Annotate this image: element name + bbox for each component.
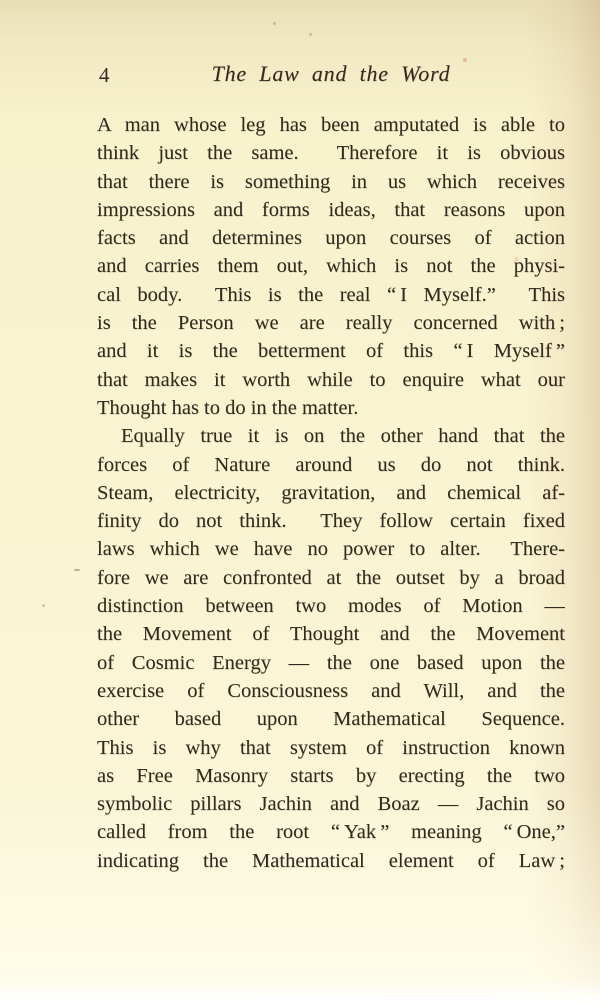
text-line: think just the same. Therefore it is obvious xyxy=(97,142,565,165)
text-line: facts and determines upon courses of action xyxy=(97,227,565,250)
text-line: forces of Nature around us do not think. xyxy=(97,453,565,476)
text-line: of Cosmic Energy — the one based upon the xyxy=(97,651,565,674)
paper-speck xyxy=(74,569,80,571)
paper-speck xyxy=(42,604,45,607)
paper-speck xyxy=(273,22,276,25)
paper-speck xyxy=(309,33,312,36)
text-line: that makes it worth while to enquire what our xyxy=(97,368,565,391)
text-line: This is why that system of instruction known xyxy=(97,736,565,759)
text-line: finity do not think. They follow certain fixed xyxy=(97,510,565,533)
text-line: cal body. This is the real “ I Myself.” This xyxy=(97,283,565,306)
page-number: 4 xyxy=(99,63,110,87)
running-title: The Law and the Word xyxy=(211,61,451,86)
text-line: symbolic pillars Jachin and Boaz — Jachin so xyxy=(97,793,565,816)
text-line: exercise of Consciousness and Will, and the xyxy=(97,679,565,702)
text-line: impressions and forms ideas, that reasons upon xyxy=(97,198,565,221)
body-text xyxy=(97,111,565,875)
text-line: and it is the betterment of this “ I Myself ” xyxy=(97,340,565,363)
text-line: Thought has to do in the matter. xyxy=(97,396,359,419)
text-line: laws which we have no power to alter. There- xyxy=(97,538,565,561)
text-line: fore we are confronted at the outset by a broad xyxy=(97,566,565,589)
text-line: distinction between two modes of Motion — xyxy=(97,595,565,618)
text-line: as Free Masonry starts by erecting the two xyxy=(97,764,565,787)
text-line: and carries them out, which is not the physi- xyxy=(97,255,565,278)
text-line: called from the root “ Yak ” meaning “ One,” xyxy=(97,821,565,844)
paragraph xyxy=(97,422,565,875)
text-line: Equally true it is on the other hand that the xyxy=(121,425,565,448)
paragraph xyxy=(97,111,565,422)
running-head xyxy=(97,61,565,91)
text-line: other based upon Mathematical Sequence. xyxy=(97,708,565,731)
text-line: Steam, electricity, gravitation, and chemical af- xyxy=(97,481,565,504)
text-line: the Movement of Thought and the Movement xyxy=(97,623,565,646)
text-line: is the Person we are really concerned with ; xyxy=(97,312,565,335)
text-line: that there is something in us which receives xyxy=(97,170,565,193)
text-line: indicating the Mathematical element of Law ; xyxy=(97,849,565,872)
text-line: A man whose leg has been amputated is able to xyxy=(97,114,565,136)
